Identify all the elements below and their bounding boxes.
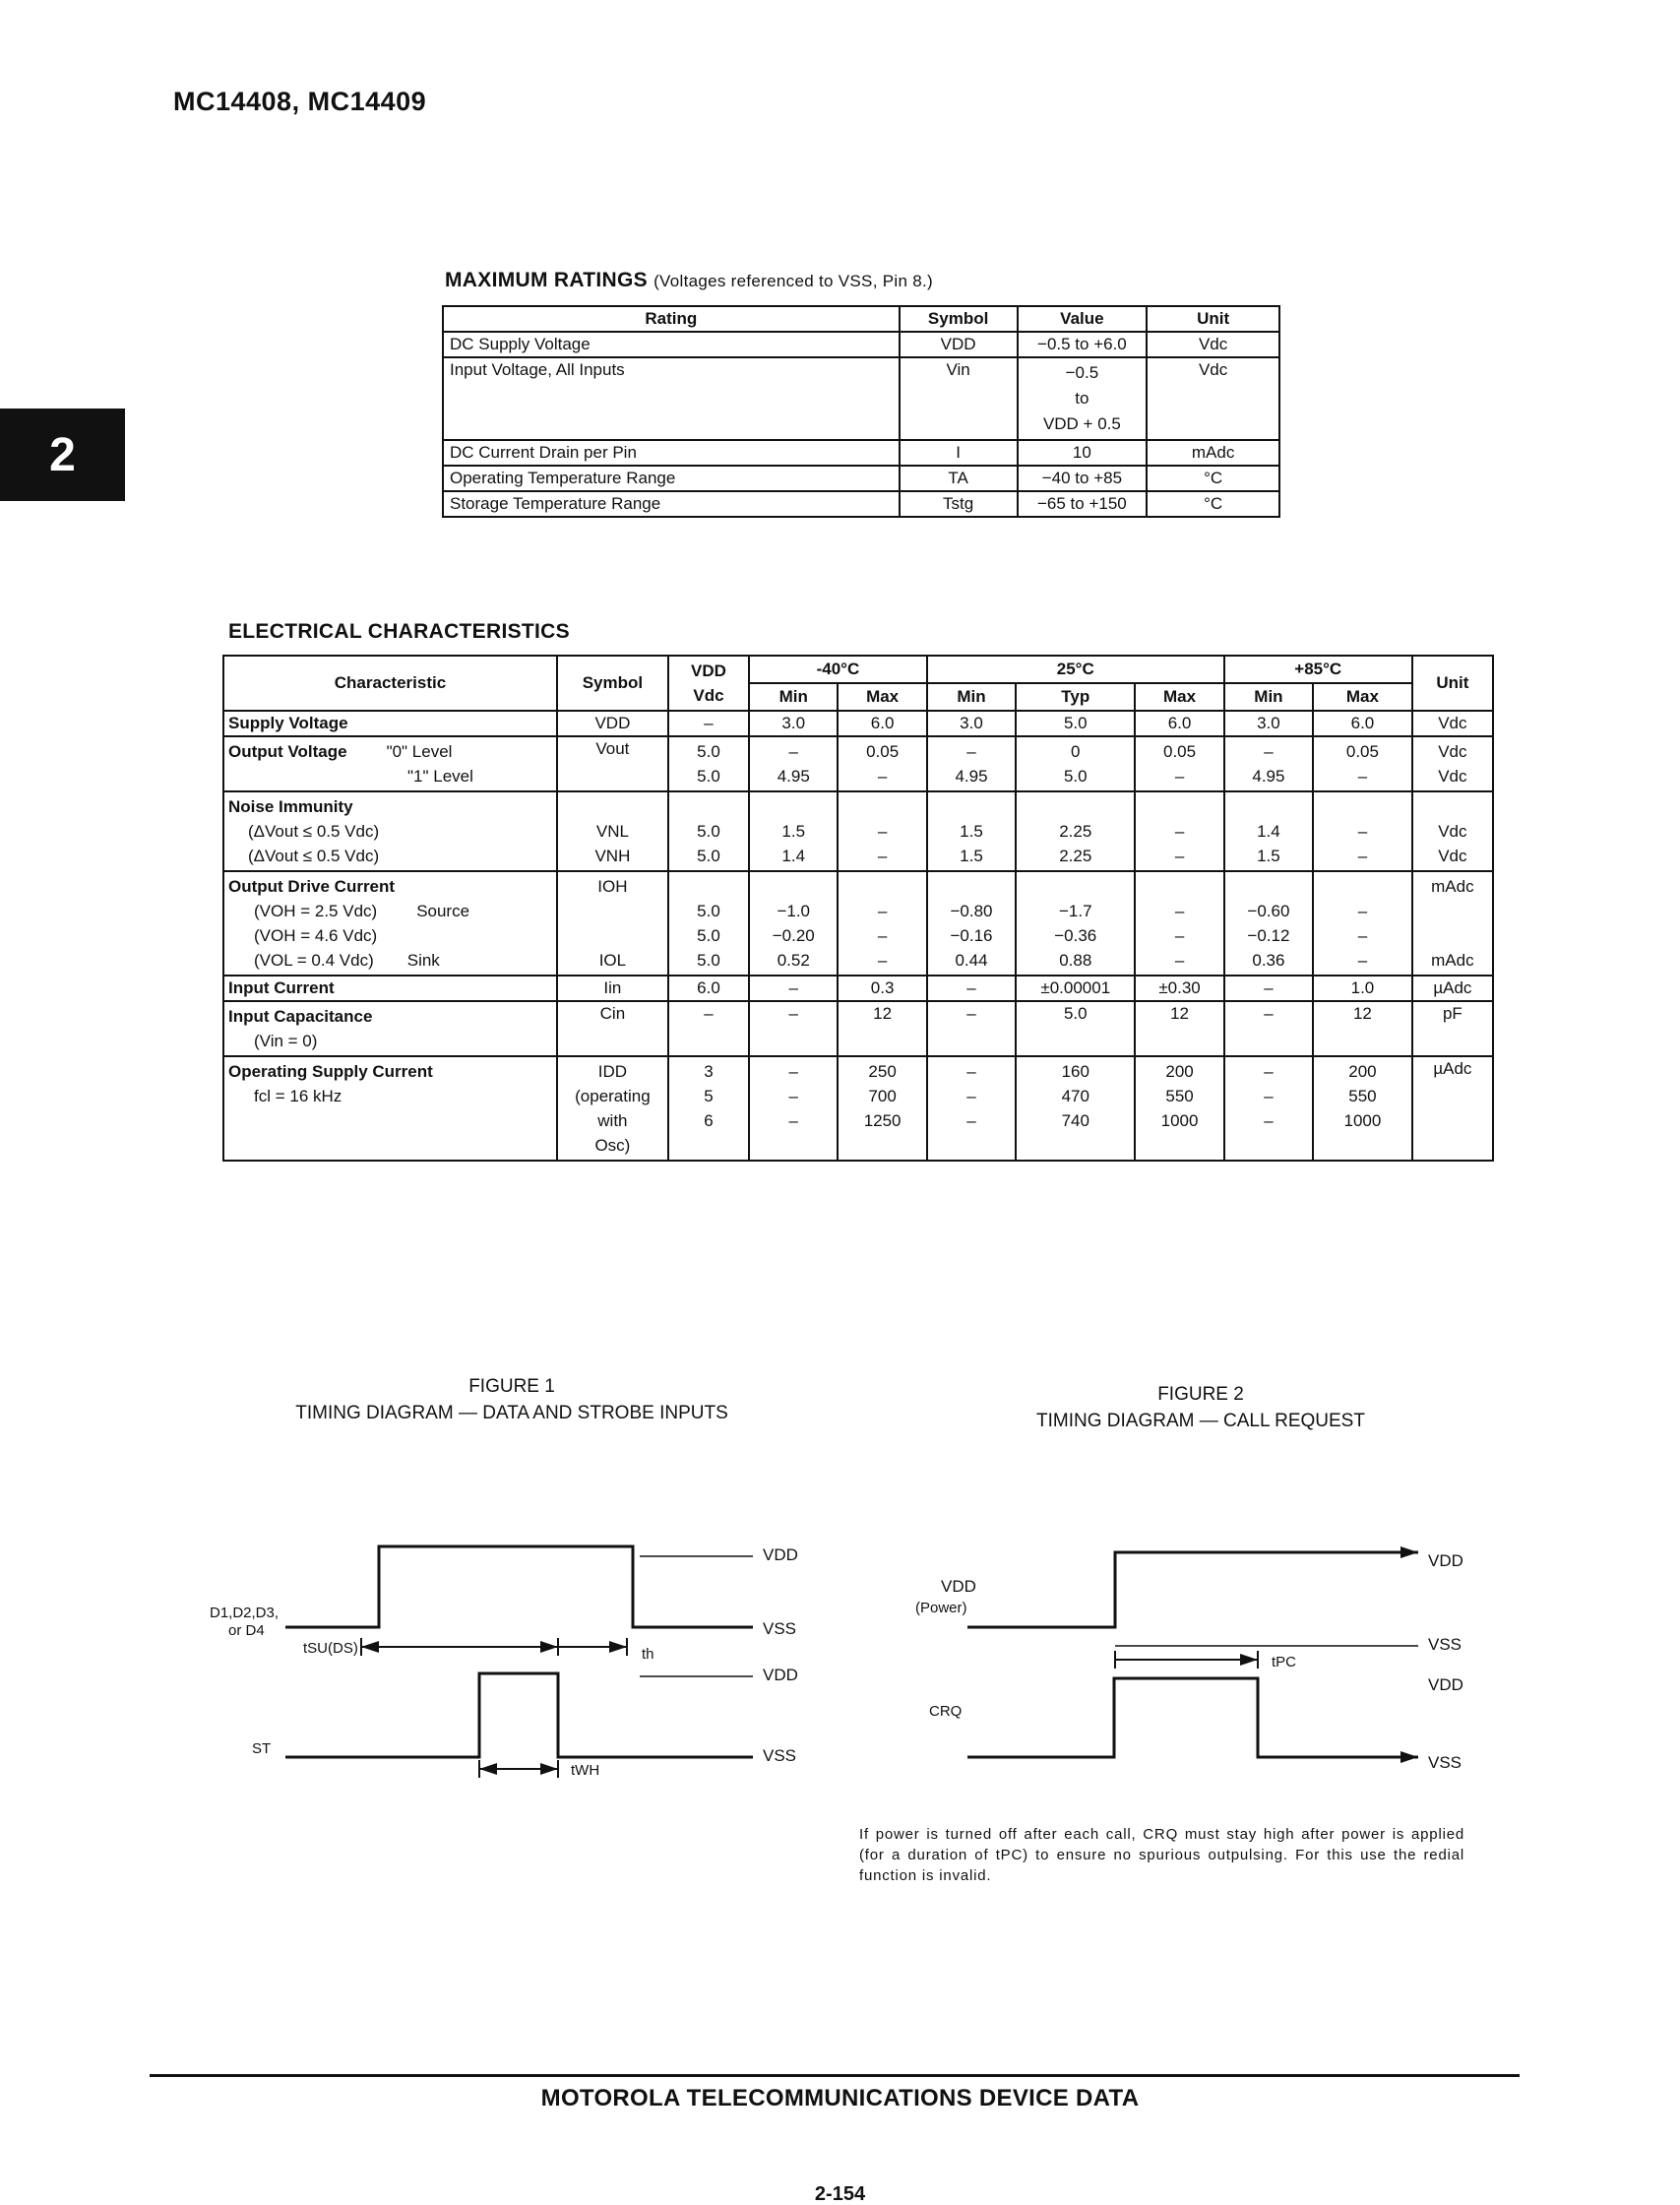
- arrowhead: [1240, 1654, 1258, 1666]
- cell-line: –: [1357, 822, 1368, 841]
- cell-line: –: [1174, 926, 1185, 945]
- cell-line: 740: [1061, 1111, 1089, 1130]
- rating-cell: DC Current Drain per Pin: [443, 440, 900, 466]
- cell-line: 2.25: [1059, 822, 1092, 841]
- value-cell: 0.3: [838, 976, 926, 1001]
- cell-line: −0.16: [950, 926, 993, 945]
- th-label: th: [642, 1646, 654, 1663]
- value-cell: 6.0: [1313, 711, 1412, 736]
- vdd-label: VDD: [1428, 1675, 1463, 1694]
- column-header-25c: 25°C: [927, 656, 1224, 683]
- cell-line: –: [966, 1087, 976, 1105]
- unit-cell: Vdc: [1147, 357, 1279, 440]
- symbol-cell: Vin: [900, 357, 1018, 440]
- value-cell: −65 to +150: [1018, 491, 1148, 517]
- cell-line: 1.5: [781, 822, 806, 841]
- vss-label: VSS: [1428, 1753, 1462, 1772]
- rating-cell: Input Voltage, All Inputs: [443, 357, 900, 440]
- cell-line: 4.95: [1252, 767, 1285, 786]
- unit-cell: µAdc: [1412, 1056, 1493, 1161]
- cell-line: –: [877, 926, 888, 945]
- value-cell: –: [1224, 1001, 1313, 1056]
- cell-line: 5.0: [697, 822, 720, 841]
- characteristic-name: Input Current: [228, 978, 335, 997]
- characteristic-name: Output Voltage: [228, 742, 347, 761]
- value-cell: 10: [1018, 440, 1148, 466]
- cell-line: 1.4: [1257, 822, 1280, 841]
- value-cell: 3.0: [749, 711, 838, 736]
- condition-text: (VOL = 0.4 Vdc): [254, 951, 374, 970]
- value-cell: ±0.00001: [1016, 976, 1135, 1001]
- cell-line: –: [1264, 1111, 1274, 1130]
- value-cell: 3.0: [927, 711, 1016, 736]
- cell-line: –: [1357, 767, 1368, 786]
- cell-line: –: [1357, 847, 1368, 865]
- cell-line: 160: [1061, 1062, 1089, 1081]
- cell-line: –: [1264, 1087, 1274, 1105]
- cell-line: –: [788, 1087, 798, 1105]
- cell-line: 6: [704, 1111, 714, 1130]
- symbol-cell: VDD: [900, 332, 1018, 357]
- cell-line: mAdc: [1431, 951, 1474, 970]
- page-header-part-numbers: MC14408, MC14409: [173, 87, 427, 116]
- value-cell: –: [927, 976, 1016, 1001]
- cell-line: 4.95: [955, 767, 988, 786]
- cell-line: 200: [1165, 1062, 1194, 1081]
- column-header-typ: Typ: [1016, 683, 1135, 711]
- value-line: −0.5: [1065, 363, 1099, 382]
- vdd-label: VDD: [763, 1666, 798, 1684]
- power-waveform: [967, 1552, 1418, 1627]
- column-header-symbol: Symbol: [557, 656, 668, 711]
- arrowhead: [1400, 1751, 1418, 1763]
- cell-line: –: [877, 951, 888, 970]
- arrowhead: [540, 1763, 558, 1775]
- cell-line: −0.80: [950, 902, 993, 920]
- cell-line: –: [966, 742, 976, 761]
- unit-cell: °C: [1147, 466, 1279, 491]
- max-ratings-title: MAXIMUM RATINGS: [445, 269, 648, 291]
- vdd-cell: –: [668, 711, 749, 736]
- cell-line: −0.60: [1247, 902, 1290, 920]
- value-cell: 6.0: [1135, 711, 1223, 736]
- cell-line: –: [788, 1111, 798, 1130]
- tpc-label: tPC: [1272, 1654, 1297, 1670]
- unit-cell: Vdc: [1412, 711, 1493, 736]
- figure2-number: FIGURE 2: [1157, 1384, 1244, 1405]
- value-cell: 12: [1135, 1001, 1223, 1056]
- cell-line: –: [877, 902, 888, 920]
- column-header-min: Min: [927, 683, 1016, 711]
- cell-line: –: [1357, 926, 1368, 945]
- figure1-arrowheads: [361, 1641, 627, 1775]
- characteristic-name: Input Capacitance: [228, 1007, 373, 1026]
- cell-line: Osc): [594, 1136, 631, 1155]
- figure1-waveforms: [285, 1546, 753, 1778]
- cell-line: VNL: [595, 822, 629, 841]
- cell-line: VNH: [594, 847, 631, 865]
- column-header: Unit: [1147, 306, 1279, 332]
- data-waveform: [285, 1546, 753, 1627]
- cell-line: Vdc: [1438, 822, 1467, 841]
- column-header-max: Max: [1313, 683, 1412, 711]
- figure2-title: TIMING DIAGRAM — CALL REQUEST: [1036, 1411, 1365, 1431]
- condition-line: fcl = 16 kHz: [254, 1087, 342, 1105]
- cell-line: 470: [1061, 1087, 1089, 1105]
- column-header: Value: [1018, 306, 1148, 332]
- arrowhead: [479, 1763, 497, 1775]
- cell-line: 5.0: [697, 926, 720, 945]
- cell-line: with: [597, 1111, 628, 1130]
- cell-line: –: [877, 847, 888, 865]
- condition-line: (ΔVout ≤ 0.5 Vdc): [248, 822, 380, 841]
- cell-line: 5.0: [697, 742, 720, 761]
- arrowhead: [609, 1641, 627, 1653]
- cell-line: 2.25: [1059, 847, 1092, 865]
- cell-line: 1.5: [960, 847, 983, 865]
- vss-label: VSS: [763, 1746, 797, 1765]
- figure1-title: TIMING DIAGRAM — DATA AND STROBE INPUTS: [295, 1403, 728, 1423]
- value-cell: −0.5 to +6.0: [1018, 332, 1148, 357]
- column-header-min: Min: [1224, 683, 1313, 711]
- value-cell: 1.0: [1313, 976, 1412, 1001]
- cell-line: −1.7: [1058, 902, 1092, 920]
- cell-line: –: [1174, 951, 1185, 970]
- cell-line: −0.12: [1247, 926, 1290, 945]
- data-inputs-label-2: or D4: [228, 1622, 265, 1639]
- st-label: ST: [252, 1740, 272, 1757]
- cell-line: 200: [1348, 1062, 1377, 1081]
- value-cell: −40 to +85: [1018, 466, 1148, 491]
- cell-line: −1.0: [777, 902, 811, 920]
- cell-line: Vdc: [1438, 847, 1467, 865]
- cell-line: IDD: [597, 1062, 628, 1081]
- unit-cell: Vdc: [1147, 332, 1279, 357]
- figure2-waveforms: [967, 1552, 1418, 1757]
- value-cell: ±0.30: [1135, 976, 1223, 1001]
- column-header-max: Max: [1135, 683, 1223, 711]
- value-cell: 3.0: [1224, 711, 1313, 736]
- crq-label: CRQ: [929, 1703, 963, 1720]
- symbol-cell: VDD: [557, 711, 668, 736]
- characteristic-name: Noise Immunity: [228, 797, 353, 816]
- unit-cell: pF: [1412, 1001, 1493, 1056]
- column-header-min: Min: [749, 683, 838, 711]
- electrical-heading: ELECTRICAL CHARACTERISTICS: [228, 620, 570, 643]
- data-inputs-label: D1,D2,D3,: [210, 1605, 280, 1621]
- symbol-cell: TA: [900, 466, 1018, 491]
- max-ratings-note: (Voltages referenced to VSS, Pin 8.): [653, 272, 933, 290]
- value-cell: –: [1224, 976, 1313, 1001]
- characteristic-name: Operating Supply Current: [228, 1062, 433, 1081]
- crq-waveform: [967, 1678, 1418, 1757]
- value-cell: –: [749, 976, 838, 1001]
- vdd-cell: –: [668, 1001, 749, 1056]
- cell-line: 5.0: [697, 951, 720, 970]
- vdd-label: VDD: [1428, 1551, 1463, 1570]
- cell-line: Vdc: [1438, 767, 1467, 786]
- cell-line: –: [1174, 902, 1185, 920]
- arrowhead: [361, 1641, 379, 1653]
- figure2-arrowheads: [1240, 1546, 1418, 1763]
- strobe-waveform: [285, 1673, 753, 1757]
- cell-line: 5.0: [697, 847, 720, 865]
- symbol-cell: Vout: [557, 736, 668, 791]
- condition-text: (VOH = 2.5 Vdc): [254, 902, 378, 920]
- cell-line: 0.88: [1059, 951, 1092, 970]
- vdd-label: VDD: [763, 1545, 798, 1564]
- cell-line: −0.36: [1054, 926, 1097, 945]
- cell-line: –: [877, 767, 888, 786]
- cell-line: –: [788, 742, 798, 761]
- vdd-header-top: VDD: [691, 662, 726, 680]
- value-cell: 5.0: [1016, 711, 1135, 736]
- cell-line: –: [966, 1062, 976, 1081]
- footer-divider: [150, 2074, 1520, 2077]
- section-tab: 2: [0, 409, 125, 501]
- cell-line: –: [1264, 1062, 1274, 1081]
- cell-line: 0.05: [1345, 742, 1379, 761]
- value-cell: 12: [1313, 1001, 1412, 1056]
- cell-line: 0.44: [955, 951, 988, 970]
- cell-line: 3: [704, 1062, 714, 1081]
- symbol-cell: I: [900, 440, 1018, 466]
- condition-line: (ΔVout ≤ 0.5 Vdc): [248, 847, 380, 865]
- cell-line: 5.0: [697, 902, 720, 920]
- vss-label: VSS: [763, 1619, 797, 1638]
- footer-title: MOTOROLA TELECOMMUNICATIONS DEVICE DATA: [540, 2085, 1140, 2111]
- condition-type: Source: [416, 902, 470, 920]
- cell-line: 1000: [1160, 1111, 1199, 1130]
- column-header: Symbol: [900, 306, 1018, 332]
- cell-line: IOL: [598, 951, 627, 970]
- rating-cell: Operating Temperature Range: [443, 466, 900, 491]
- cell-line: 550: [1348, 1087, 1377, 1105]
- unit-cell: mAdc: [1147, 440, 1279, 466]
- vdd-power-label: VDD: [941, 1577, 976, 1596]
- vdd-cell: 6.0: [668, 976, 749, 1001]
- cell-line: –: [966, 1111, 976, 1130]
- cell-line: –: [1174, 767, 1185, 786]
- value-cell: 5.0: [1016, 1001, 1135, 1056]
- value-cell: 6.0: [838, 711, 926, 736]
- cell-line: (operating: [575, 1087, 651, 1105]
- cell-line: −0.20: [772, 926, 815, 945]
- cell-line: 1000: [1343, 1111, 1382, 1130]
- column-header-characteristic: Characteristic: [223, 656, 557, 711]
- column-header-minus40: -40°C: [749, 656, 927, 683]
- condition-line: (VOH = 4.6 Vdc): [254, 926, 378, 945]
- column-header-85c: +85°C: [1224, 656, 1412, 683]
- symbol-cell: Tstg: [900, 491, 1018, 517]
- cell-line: 5.0: [1063, 767, 1088, 786]
- cell-line: 250: [868, 1062, 897, 1081]
- value-line: VDD + 0.5: [1042, 414, 1121, 433]
- cell-line: 0.36: [1252, 951, 1285, 970]
- condition-line: (Vin = 0): [254, 1032, 318, 1050]
- cell-line: –: [1357, 902, 1368, 920]
- cell-line: –: [877, 822, 888, 841]
- figure1-number: FIGURE 1: [468, 1376, 555, 1397]
- power-label: (Power): [915, 1600, 967, 1616]
- value-cell: –: [927, 1001, 1016, 1056]
- cell-line: –: [1264, 742, 1274, 761]
- rating-cell: Storage Temperature Range: [443, 491, 900, 517]
- condition-type: Sink: [406, 951, 440, 970]
- column-header-unit: Unit: [1412, 656, 1493, 711]
- column-header-max: Max: [838, 683, 926, 711]
- cell-line: 0.52: [777, 951, 810, 970]
- cell-line: 1.5: [1257, 847, 1280, 865]
- cell-line: –: [1174, 822, 1185, 841]
- vss-label: VSS: [1428, 1635, 1462, 1654]
- rating-cell: DC Supply Voltage: [443, 332, 900, 357]
- cell-line: 0.05: [1163, 742, 1197, 761]
- cell-line: –: [788, 1062, 798, 1081]
- tsu-label: tSU(DS): [303, 1640, 358, 1657]
- page-number: 2-154: [814, 2183, 866, 2205]
- arrowhead: [540, 1641, 558, 1653]
- cell-line: 5: [704, 1087, 714, 1105]
- symbol-cell: Cin: [557, 1001, 668, 1056]
- cell-line: 0.05: [866, 742, 900, 761]
- symbol-cell: Iin: [557, 976, 668, 1001]
- cell-line: 1.4: [781, 847, 806, 865]
- column-header: Rating: [443, 306, 900, 332]
- characteristic-name: Supply Voltage: [228, 714, 348, 732]
- twh-label: tWH: [571, 1762, 600, 1779]
- value-line: to: [1075, 389, 1089, 408]
- cell-line: 700: [868, 1087, 897, 1105]
- value-cell: 12: [838, 1001, 926, 1056]
- cell-line: 5.0: [697, 767, 720, 786]
- figure2-note: If power is turned off after each call, CRQ must stay high after power is applied (for a duration of tPC) to ensure no spurious outpulsing. For this use the redial function is invalid.: [859, 1826, 1464, 1884]
- cell-line: 4.95: [777, 767, 810, 786]
- level-label: "1" Level: [407, 767, 473, 786]
- vdd-header-bottom: Vdc: [693, 686, 724, 705]
- value-cell: –: [749, 1001, 838, 1056]
- cell-line: mAdc: [1431, 877, 1474, 896]
- cell-line: –: [1174, 847, 1185, 865]
- level-label: "0" Level: [386, 742, 453, 761]
- characteristic-name: Output Drive Current: [228, 877, 396, 896]
- arrowhead: [1400, 1546, 1418, 1558]
- cell-line: Vdc: [1438, 742, 1467, 761]
- cell-line: 0: [1071, 742, 1081, 761]
- cell-line: 550: [1165, 1087, 1194, 1105]
- unit-cell: µAdc: [1412, 976, 1493, 1001]
- cell-line: IOH: [597, 877, 628, 896]
- cell-line: 1250: [863, 1111, 902, 1130]
- cell-line: 1.5: [960, 822, 983, 841]
- cell-line: –: [1357, 951, 1368, 970]
- unit-cell: °C: [1147, 491, 1279, 517]
